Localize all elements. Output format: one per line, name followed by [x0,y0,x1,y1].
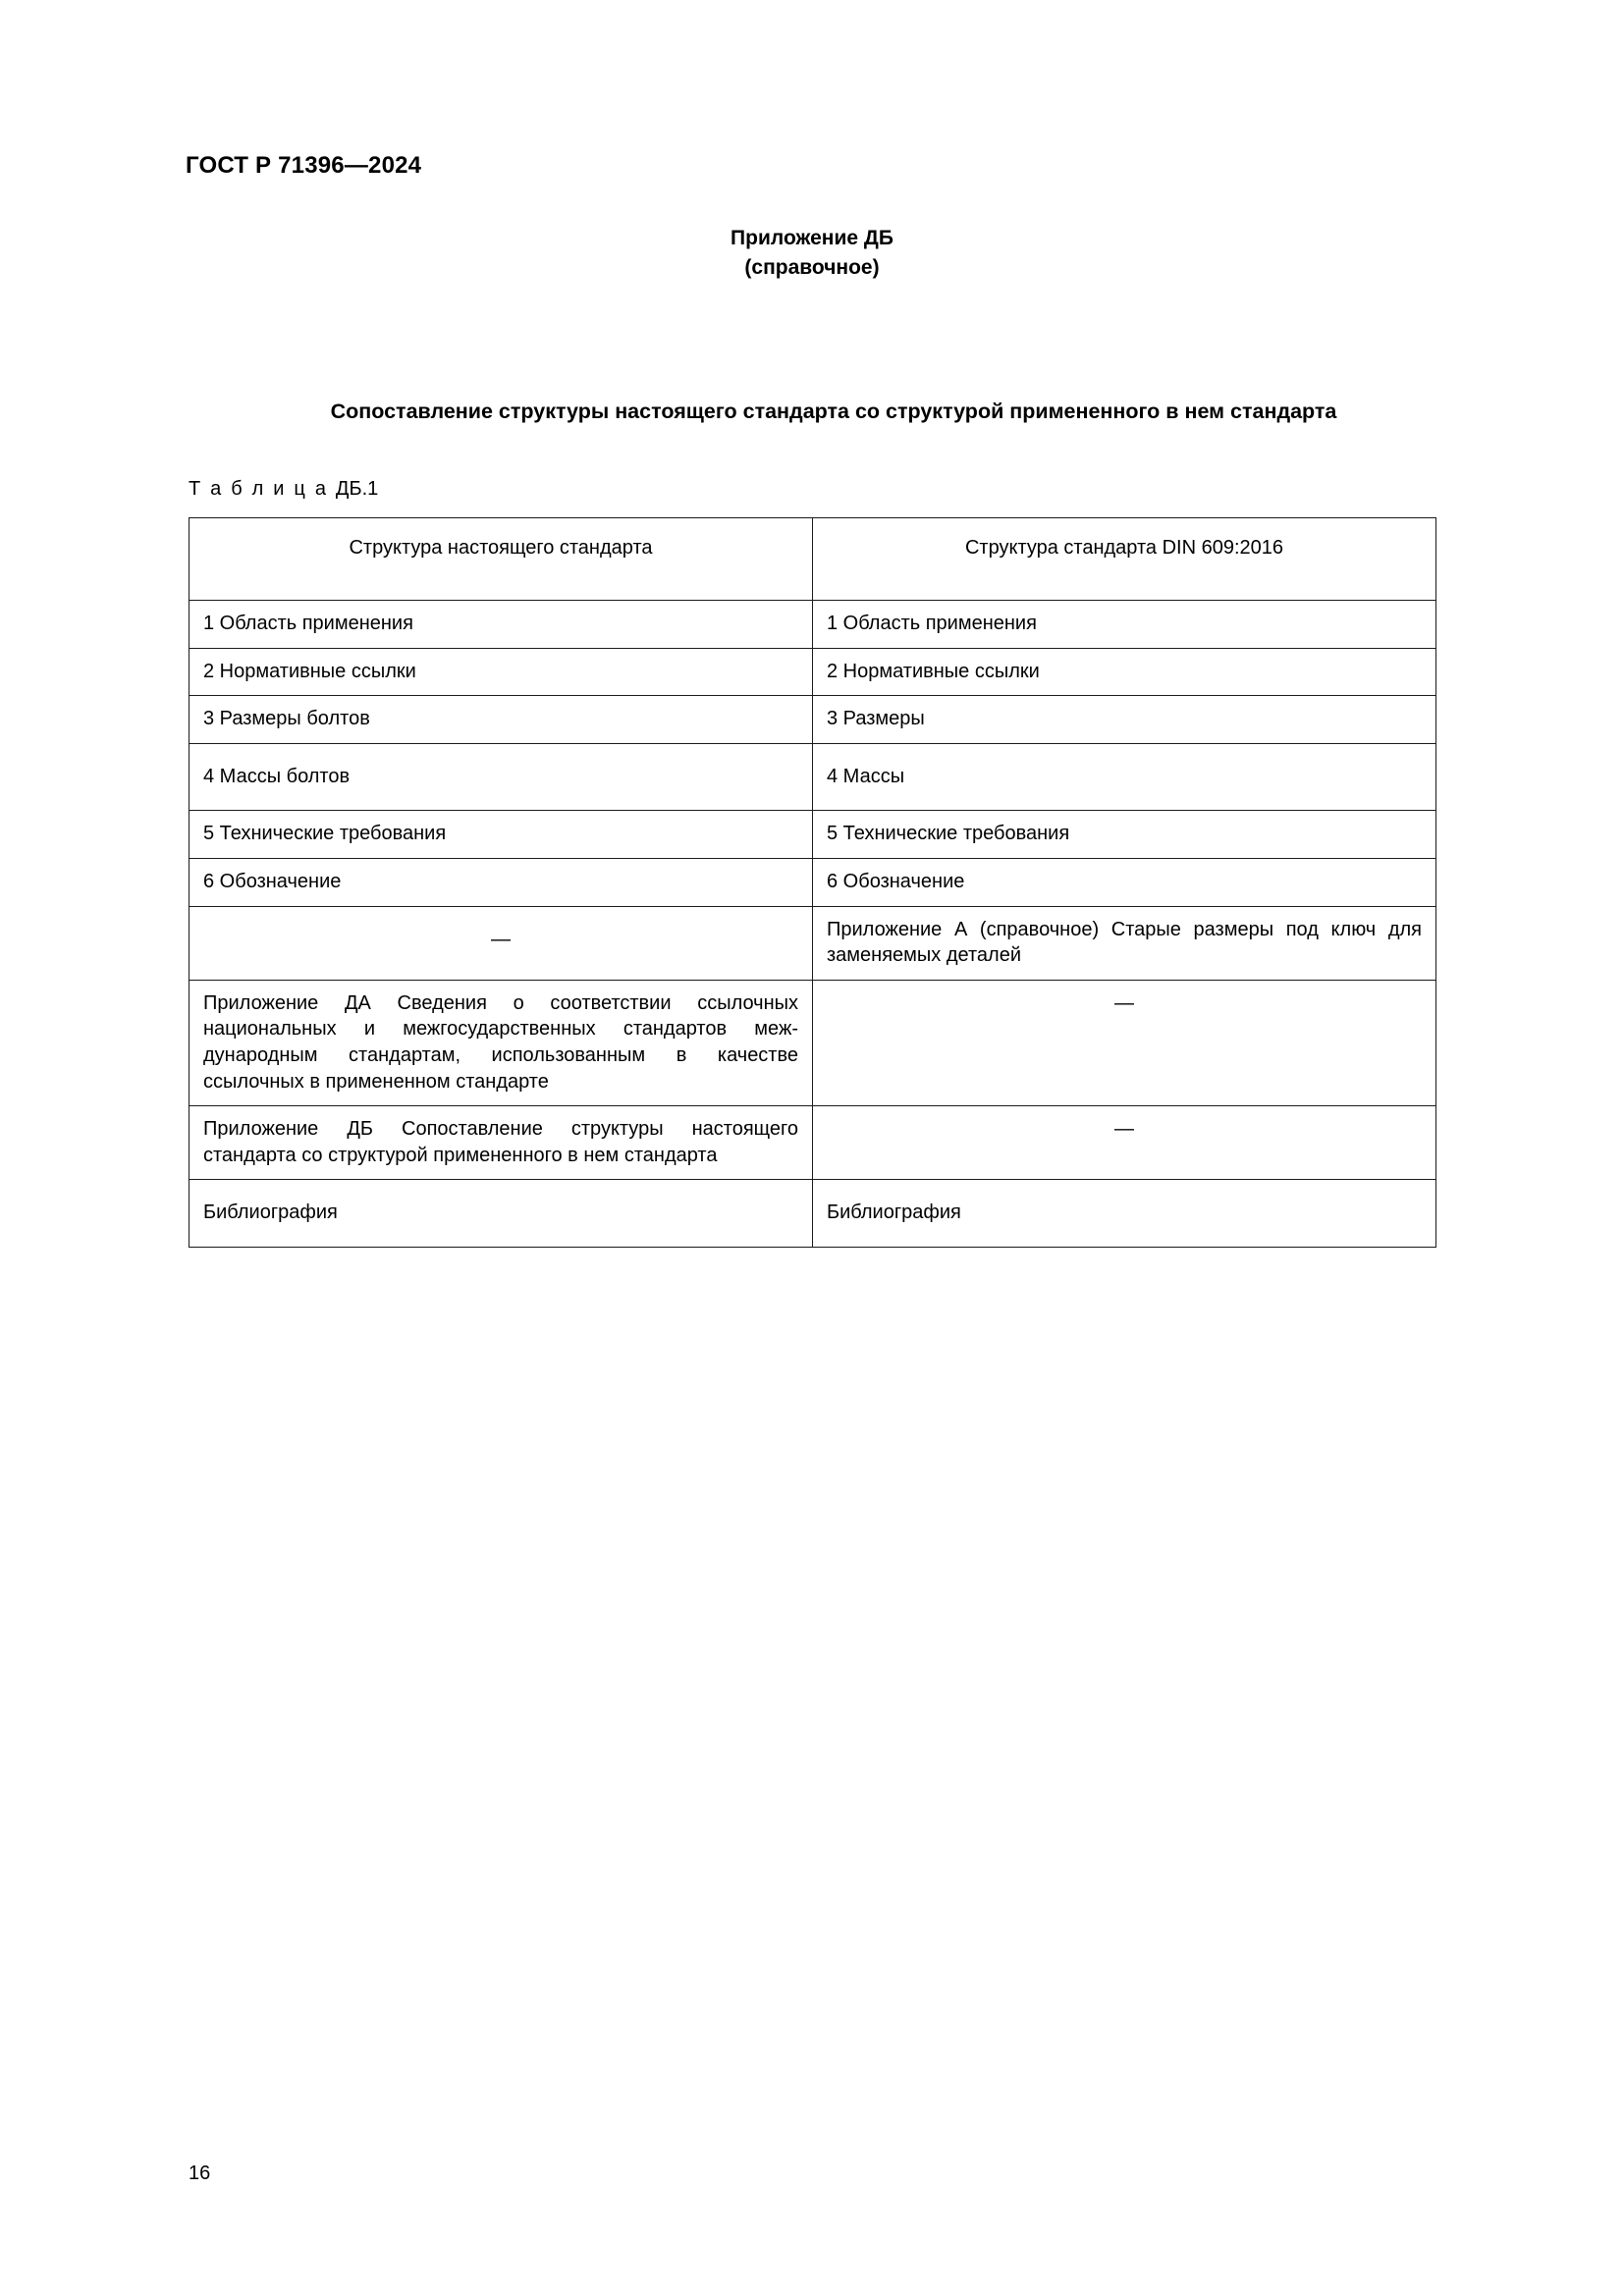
cell-left: 3 Размеры болтов [189,696,813,744]
annex-heading [0,224,1624,283]
table-row [189,858,1436,906]
cell-right: Приложение А (справочное) Старые размеры под ключ для заменяемых деталей [813,906,1436,980]
cell-left: Библиография [189,1180,813,1248]
standard-header: ГОСТ Р 71396—2024 [186,152,422,179]
cell-left: Приложение ДБ Сопоставление структуры настоящего стандарта со структурой примененного в нем стандарта [189,1106,813,1180]
cell-right: 1 Область применения [813,601,1436,649]
cell-right-dash: — [813,980,1436,1105]
table-caption-label: Т а б л и ц а [189,478,329,500]
annex-title: Приложение ДБ [731,227,893,249]
column-header-current-standard: Структура настоящего стандарта [189,518,813,601]
cell-right: 6 Обозначение [813,858,1436,906]
column-header-din-standard: Структура стандарта DIN 609:2016 [813,518,1436,601]
cell-right: 3 Размеры [813,696,1436,744]
table-caption-number: ДБ.1 [335,478,379,500]
cell-left: 5 Технические требования [189,811,813,859]
cell-left: 6 Обозначение [189,858,813,906]
cell-right: 2 Нормативные ссылки [813,648,1436,696]
table-row [189,906,1436,980]
cell-right: 5 Технические требования [813,811,1436,859]
table-caption [189,478,378,501]
cell-right: 4 Массы [813,743,1436,811]
cell-right-dash: — [813,1106,1436,1180]
cell-right: Библиография [813,1180,1436,1248]
table-header-row [189,518,1436,601]
page-number: 16 [189,2163,211,2184]
cell-left: 1 Область применения [189,601,813,649]
comparison-table [189,517,1436,1248]
section-title: Сопоставление структуры настоящего стандарта со структурой примененного в нем стандарта [330,400,1337,423]
table-row [189,980,1436,1105]
cell-left-dash: — [189,906,813,980]
cell-left: 4 Массы болтов [189,743,813,811]
table-row [189,1180,1436,1248]
table-row [189,811,1436,859]
cell-left: Приложение ДА Сведения о соответствии ссылочных национальных и межгосударственных стандартов меж-дународным стандартам, использованным в качестве ссылочных в примененном стандарте [189,980,813,1105]
annex-subtitle: (справочное) [744,255,880,279]
table-row [189,1106,1436,1180]
table-row [189,648,1436,696]
table-row [189,743,1436,811]
cell-left: 2 Нормативные ссылки [189,648,813,696]
table-row [189,601,1436,649]
table-row [189,696,1436,744]
